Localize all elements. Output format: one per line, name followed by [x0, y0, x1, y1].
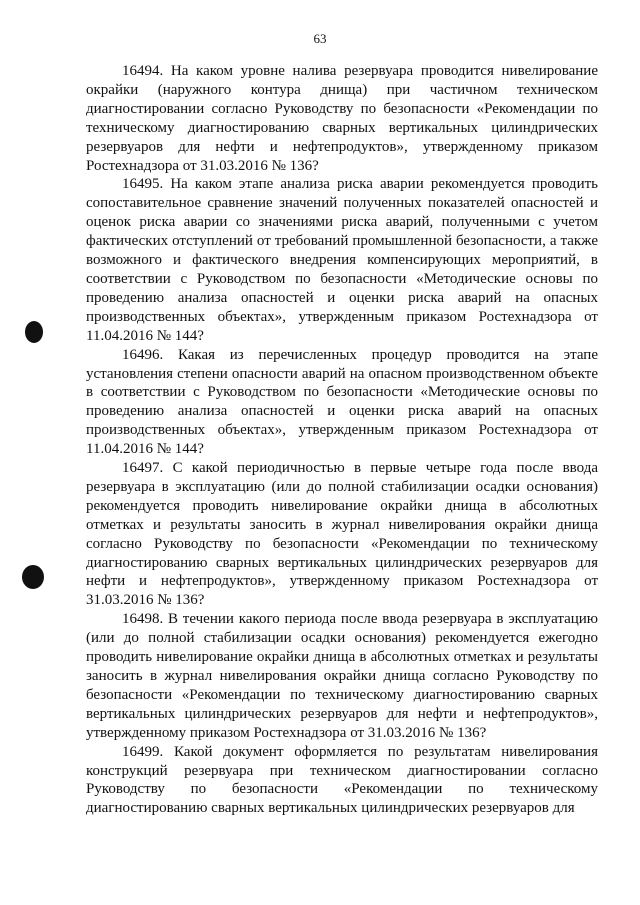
- punch-hole-mark: [22, 565, 44, 589]
- question-16495: 16495. На каком этапе анализа риска аварии рекомендуется проводить сопоставительное сравнение значений полученных показателей опасностей и оценок риска аварии со значениями риска аварий, полученными с учетом фактических отступлений от требований промышленной безопасности, а также возможного и фактического внедрения компенсирующих мероприятий, в соответствии с Руководством по безопасности «Методические основы по проведению анализа опасностей и оценки риска аварий на опасных производственных объектах», утвержденным приказом Ростехнадзора от 11.04.2016 № 144?: [86, 176, 598, 344]
- document-body: [86, 62, 598, 818]
- question-16496: 16496. Какая из перечисленных процедур проводится на этапе установления степени опасности аварий на опасном производственном объекте в соответствии с Руководством по безопасности «Методические основы по проведению анализа опасностей и оценки риска аварий на опасных производственных объектах», утвержденным приказом Ростехнадзора от 11.04.2016 № 144?: [86, 346, 598, 458]
- question-16494: 16494. На каком уровне налива резервуара проводится нивелирование окрайки (наружного контура днища) при частичном техническом диагностировании согласно Руководству по безопасности «Рекомендации по техническому диагностированию сварных вертикальных цилиндрических резервуаров для нефти и нефтепродуктов», утвержденному приказом Ростехнадзора от 31.03.2016 № 136?: [86, 63, 598, 174]
- question-16499: 16499. Какой документ оформляется по результатам нивелирования конструкций резервуара при техническом диагностировании согласно Руководству по безопасности «Рекомендации по техническому диагностированию сварных вертикальных цилиндрических резервуаров для: [86, 743, 598, 817]
- question-16497: 16497. С какой периодичностью в первые четыре года после ввода резервуара в эксплуатацию (или до полной стабилизации осадки основания) рекомендуется проводить нивелирование окрайки днища в абсолютных отметках и результаты заносить в журнал нивелирования окрайки днища согласно Руководству по безопасности «Рекомендации по техническому диагностированию сварных вертикальных цилиндрических резервуаров для нефти и нефтепродуктов», утвержденному приказом Ростехнадзора от 31.03.2016 № 136?: [86, 460, 598, 609]
- page-number: 63: [313, 31, 327, 46]
- punch-hole-mark: [25, 321, 43, 343]
- question-16498: 16498. В течении какого периода после ввода резервуара в эксплуатацию (или до полной стабилизации осадки основания) рекомендуется ежегодно проводить нивелирование окрайки днища в абсолютных отметках и результаты заносить в журнал нивелирования окрайки днища согласно Руководству по безопасности «Рекомендации по техническому диагностированию сварных вертикальных цилиндрических резервуаров для нефти и нефтепродуктов», утвержденному приказом Ростехнадзора от 31.03.2016 № 136?: [86, 611, 598, 741]
